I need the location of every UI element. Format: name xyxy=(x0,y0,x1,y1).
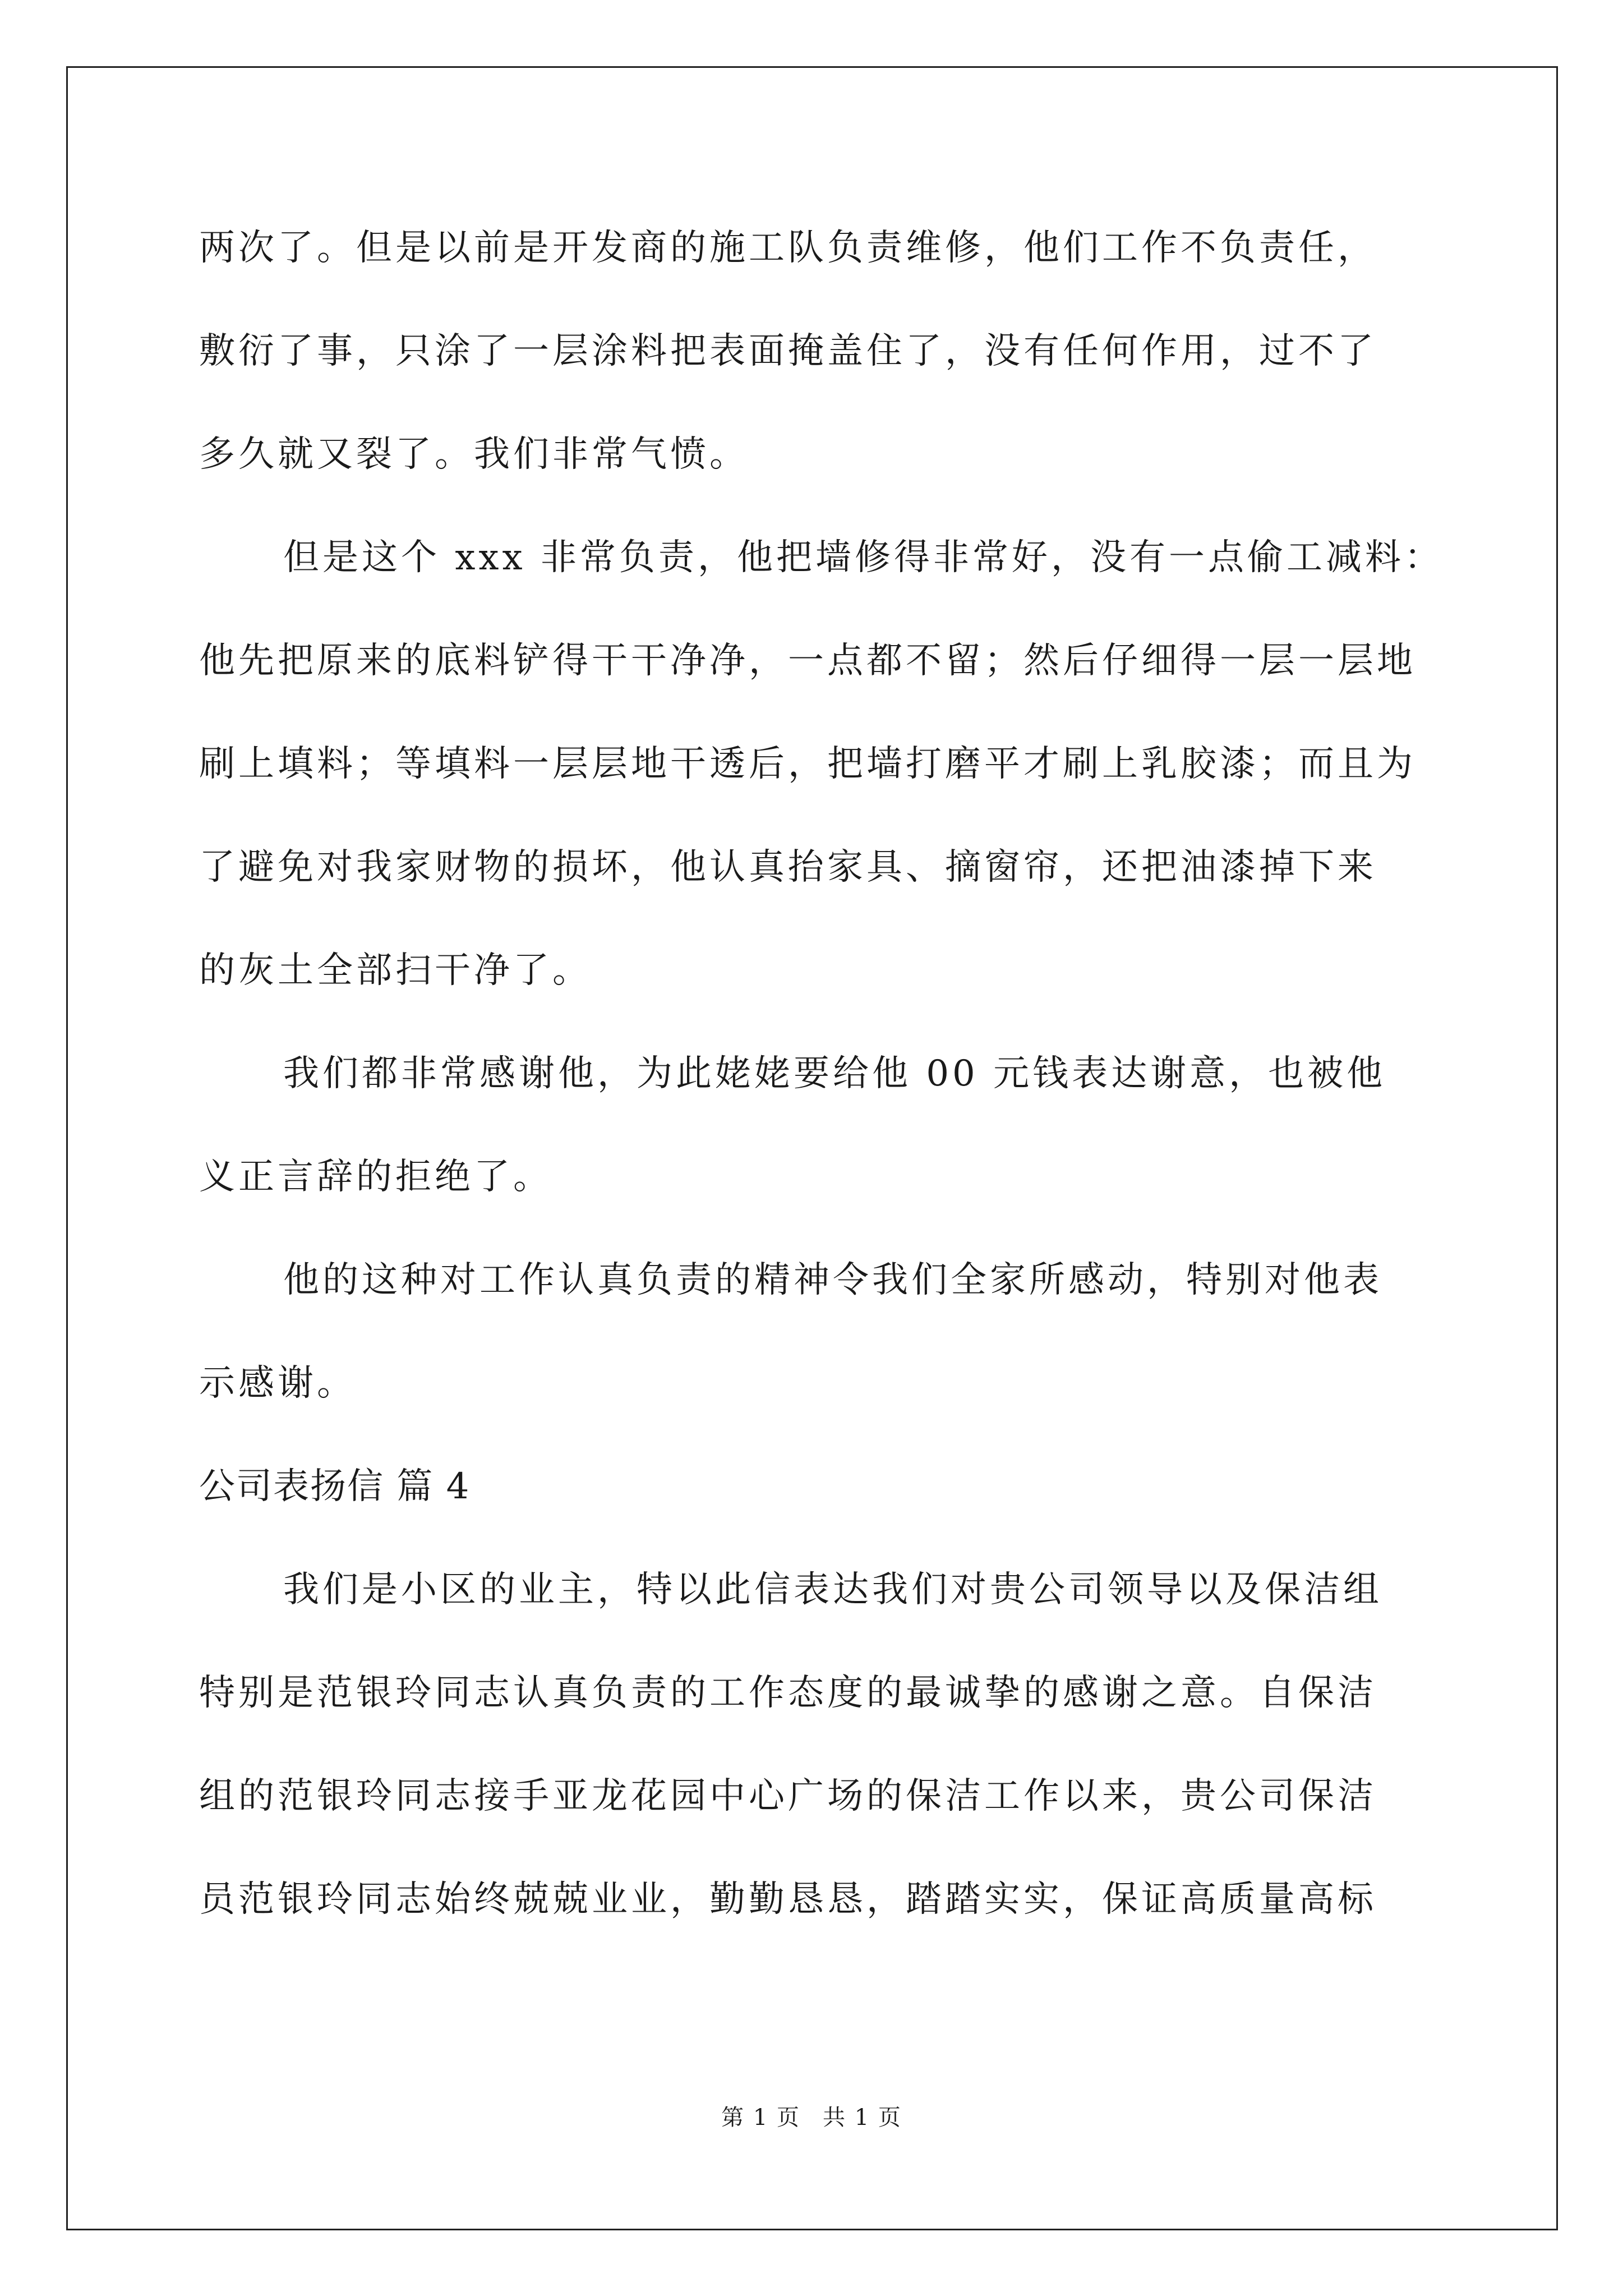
page-footer xyxy=(0,2101,1623,2134)
document-body xyxy=(199,196,1444,1951)
text-line: 两次了。但是以前是开发商的施工队负责维修，他们工作不负责任， xyxy=(199,227,1377,269)
text-line: 他先把原来的底料铲得干干净净，一点都不留；然后仔细得一层一层地 xyxy=(199,640,1416,682)
paragraph-start-line: 我们是小区的业主，特以此信表达我们对贵公司领导以及保洁组 xyxy=(283,1569,1382,1611)
text-line: 多久就又裂了。我们非常气愤。 xyxy=(199,434,749,475)
text-line: 敷衍了事，只涂了一层涂料把表面掩盖住了，没有任何作用，过不了 xyxy=(199,330,1377,372)
text-line: 了避免对我家财物的损坏，他认真抬家具、摘窗帘，还把油漆掉下来 xyxy=(199,846,1377,888)
section-heading: 公司表扬信 篇 4 xyxy=(199,1466,471,1507)
page-number: 第 1 页 xyxy=(721,2105,800,2131)
text-line: 组的范银玲同志接手亚龙花园中心广场的保洁工作以来，贵公司保洁 xyxy=(199,1775,1377,1817)
paragraph-start-line: 他的这种对工作认真负责的精神令我们全家所感动，特别对他表 xyxy=(283,1259,1382,1301)
text-line: 刷上填料；等填料一层层地干透后，把墙打磨平才刷上乳胶漆；而且为 xyxy=(199,743,1416,785)
paragraph-start-line: 我们都非常感谢他，为此姥姥要给他 00 元钱表达谢意，也被他 xyxy=(283,1053,1386,1094)
text-line: 特别是范银玲同志认真负责的工作态度的最诚挚的感谢之意。自保洁 xyxy=(199,1672,1377,1714)
paragraph-start-line: 但是这个 xxx 非常负责，他把墙修得非常好，没有一点偷工减料： xyxy=(283,537,1444,578)
text-line: 示感谢。 xyxy=(199,1363,356,1404)
page-total: 共 1 页 xyxy=(823,2105,902,2131)
text-line: 员范银玲同志始终兢兢业业，勤勤恳恳，踏踏实实，保证高质量高标 xyxy=(199,1879,1377,1920)
text-line: 的灰土全部扫干净了。 xyxy=(199,950,592,991)
text-line: 义正言辞的拒绝了。 xyxy=(199,1156,552,1198)
